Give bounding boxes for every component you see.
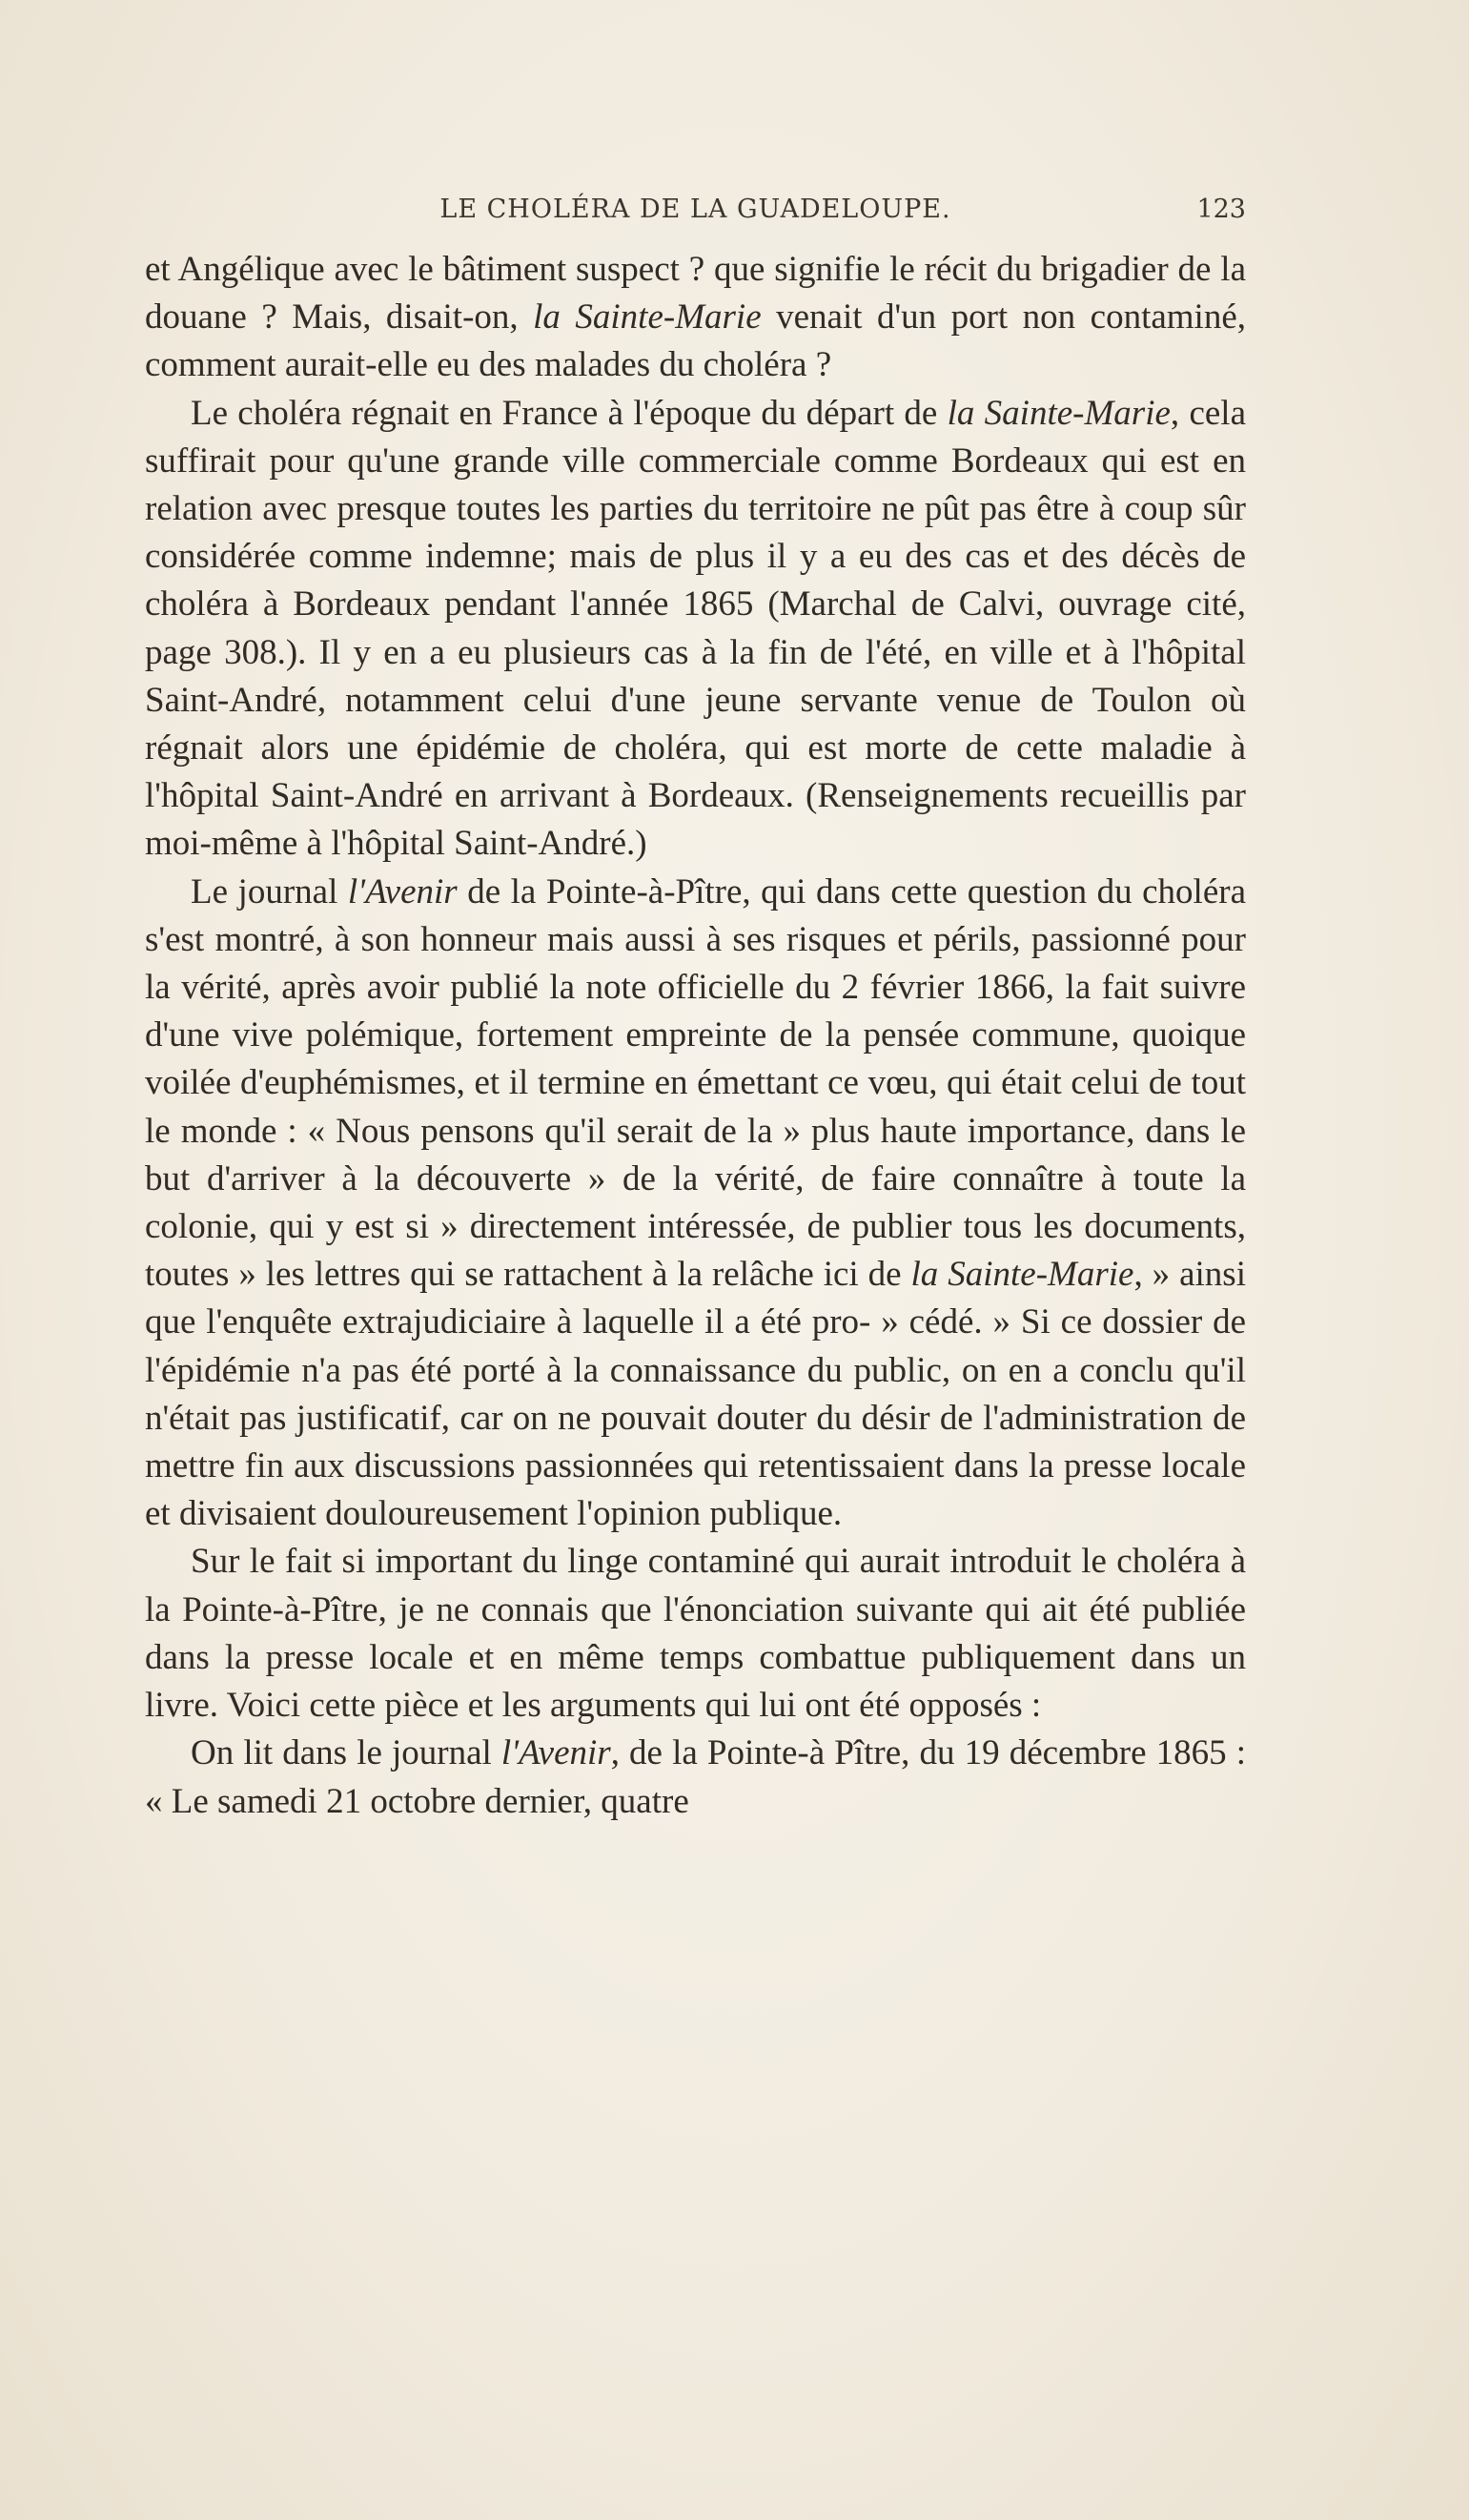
paragraph-1-text-a: et Angélique avec le bâtiment suspect ? que signifie le récit du brigadier de la douane ? Mais, disait-on, [145,250,1246,338]
ship-name-italic: la Sainte-Marie [533,297,762,338]
page-number: 123 [1196,195,1246,224]
paragraph-3-text-c: de la Pointe-à-Pître, qui dans cette question du choléra s'est montré, à son honneur mais aussi à ses risques et périls, passionné pour la vérité, après avoir publié la note officielle du 2 février 1866, la fait suivre d'une vive polémique, fortement empreinte de la pensée commune, quoique voilée d'euphémismes, et il termine en émettant ce vœu, qui était celui de tout le monde : « Nous pensons qu'il serait de la » plus haute importance, dans le but d'arriver à la découverte » de la vérité, de faire connaître à toute la colonie, qui y est si » directement intéressée, de publier tous les documents, toutes » les lettres qui se rattachent à la relâche ici de [145,871,1246,1295]
paragraph-2-text-c: , cela suffirait pour qu'une grande ville commerciale comme Bordeaux qui est en relation avec presque toutes les parties du territoire ne pût pas être à coup sûr considérée comme indemne; mais de plus il y a eu des cas et des décès de choléra à Bordeaux pendant l'année 1865 (Marchal de Calvi, ouvrage cité, page 308.). Il y en a eu plusieurs cas à la fin de l'été, en ville et à l'hôpital Saint-André, notamment celui d'une jeune servante venue de Toulon où régnait alors une épidémie de choléra, qui est morte de cette maladie à l'hôpital Saint-André en arrivant à Bordeaux. (Renseignements recueillis par moi-même à l'hôpital Saint-André.) [145,393,1247,864]
paragraph-5 [145,1730,1246,1825]
ship-name-italic: la Sainte-Marie [910,1255,1134,1295]
ship-name-italic: la Sainte-Marie [947,393,1171,433]
paragraph-5-text-a: On lit dans le journal [191,1733,501,1773]
page-header [145,191,1246,229]
running-title: LE CHOLÉRA DE LA GUADELOUPE. [439,195,951,224]
paragraph-2 [145,390,1246,869]
paragraph-3-text-a: Le journal [191,871,348,912]
paragraph-4 [145,1538,1246,1730]
newspaper-name-italic: l'Avenir [500,1733,611,1773]
paragraph-4-text-a: Sur le fait si important du linge contaminé qui aurait introduit le choléra à la Pointe-à-Pître, je ne connais que l'énonciation suivante qui ait été publiée dans la presse locale et en même temps combattue publiquement dans un livre. Voici cette pièce et les arguments qui lui ont été opposés : [145,1542,1246,1726]
newspaper-name-italic: l'Avenir [347,871,458,912]
paragraph-2-text-a: Le choléra régnait en France à l'époque du départ de [191,393,948,433]
body-text [145,246,1246,1826]
paragraph-3 [145,869,1246,1539]
paragraph-1-text-c: venait d'un port non contaminé, comment aurait-elle eu des malades du choléra ? [145,297,1247,385]
paragraph-3-text-e: , » ainsi que l'enquête extrajudiciaire à laquelle il a été pro- » cédé. » Si ce dossier de l'épidémie n'a pas été porté à la connaissance du public, on en a conclu qu'il n'était pas justificatif, car on ne pouvait douter du désir de l'administration de mettre fin aux discussions passionnées qui retentissaient dans la presse locale et divisaient douloureusement l'opinion publique. [145,1255,1246,1534]
paragraph-5-text-c: , de la Pointe-à Pître, du 19 décembre 1865 : « Le samedi 21 octobre dernier, quatre [145,1733,1246,1821]
paragraph-1 [145,246,1246,390]
